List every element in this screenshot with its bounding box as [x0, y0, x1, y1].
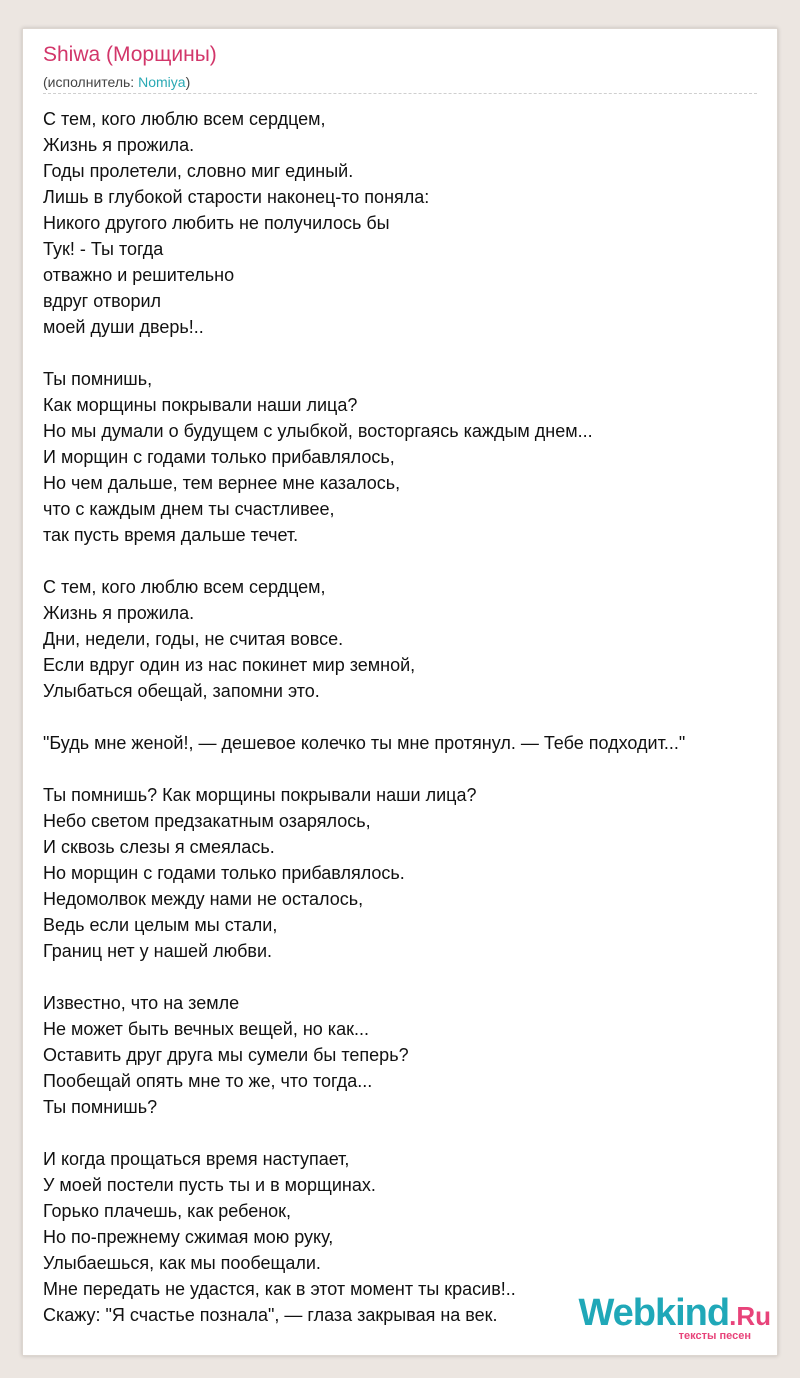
lyric-line: Ты помнишь? — [43, 1097, 158, 1117]
lyric-line: Ты помнишь? Как морщины покрывали наши лица? — [43, 785, 477, 805]
lyric-line: Тук! - Ты тогда — [43, 239, 164, 259]
lyric-line: Годы пролетели, словно миг единый. — [43, 161, 354, 181]
stanza-break — [43, 704, 775, 730]
lyric-line: "Будь мне женой!, — дешевое колечко ты мне протянул. — Тебе подходит..." — [43, 733, 686, 753]
lyric-line: Но мы думали о будущем с улыбкой, восторгаясь каждым днем... — [43, 421, 593, 441]
lyric-line: Дни, недели, годы, не считая вовсе. — [43, 629, 344, 649]
logo-tagline: тексты песен — [678, 1330, 751, 1342]
lyric-line: Но по-прежнему сжимая мою руку, — [43, 1227, 334, 1247]
stanza-break — [43, 548, 775, 574]
lyric-line: Границ нет у нашей любви. — [43, 941, 273, 961]
lyric-line: Но чем дальше, тем вернее мне казалось, — [43, 473, 401, 493]
lyric-line: Скажу: "Я счастье познала", — глаза закрывая на век. — [43, 1305, 498, 1325]
lyric-line: Улыбаться обещай, запомни это. — [43, 681, 320, 701]
stanza-break — [43, 1120, 775, 1146]
lyric-line: Если вдруг один из нас покинет мир земной, — [43, 655, 416, 675]
header-divider — [43, 93, 757, 94]
lyric-line: Не может быть вечных вещей, но как... — [43, 1019, 369, 1039]
lyric-line: У моей постели пусть ты и в морщинах. — [43, 1175, 376, 1195]
lyric-line: Но морщин с годами только прибавлялось. — [43, 863, 405, 883]
artist-line — [43, 74, 190, 90]
lyric-line: Оставить друг друга мы сумели бы теперь? — [43, 1045, 409, 1065]
artist-prefix: (исполнитель: — [43, 74, 139, 90]
lyric-line: Ведь если целым мы стали, — [43, 915, 278, 935]
lyric-line: Жизнь я прожила. — [43, 603, 195, 623]
lyric-line: вдруг отворил — [43, 291, 162, 311]
lyric-line: Пообещай опять мне то же, что тогда... — [43, 1071, 373, 1091]
stanza-break — [43, 340, 775, 366]
logo-tld: .Ru — [729, 1301, 771, 1331]
stanza-break — [43, 756, 775, 782]
lyric-line: Никого другого любить не получилось бы — [43, 213, 390, 233]
site-logo[interactable] — [571, 1291, 771, 1349]
lyric-line: Улыбаешься, как мы пообещали. — [43, 1253, 321, 1273]
lyric-line: И морщин с годами только прибавлялось, — [43, 447, 395, 467]
lyric-line: Жизнь я прожила. — [43, 135, 195, 155]
lyric-line: И когда прощаться время наступает, — [43, 1149, 350, 1169]
lyric-line: С тем, кого люблю всем сердцем, — [43, 577, 326, 597]
lyric-line: Известно, что на земле — [43, 993, 240, 1013]
lyric-line: Горько плачешь, как ребенок, — [43, 1201, 292, 1221]
lyric-line: Ты помнишь, — [43, 369, 153, 389]
logo-brand-name: Webkind — [578, 1292, 730, 1334]
lyric-line: моей души дверь!.. — [43, 317, 204, 337]
lyric-line: отважно и решительно — [43, 265, 235, 285]
lyric-line: С тем, кого люблю всем сердцем, — [43, 109, 326, 129]
stanza-break — [43, 964, 775, 990]
lyrics-text — [43, 106, 775, 1328]
lyric-line: что с каждым днем ты счастливее, — [43, 499, 335, 519]
lyric-line: Недомолвок между нами не осталось, — [43, 889, 364, 909]
lyric-line: Небо светом предзакатным озарялось, — [43, 811, 371, 831]
lyric-line: Мне передать не удастся, как в этот момент ты красив!.. — [43, 1279, 516, 1299]
song-title: Shiwa (Морщины) — [43, 43, 217, 66]
lyric-line: Лишь в глубокой старости наконец-то поняла: — [43, 187, 430, 207]
lyric-line: Как морщины покрывали наши лица? — [43, 395, 358, 415]
artist-link[interactable]: Nomiya — [138, 74, 186, 90]
artist-suffix: ) — [185, 74, 191, 90]
lyric-line: так пусть время дальше течет. — [43, 525, 299, 545]
lyrics-card — [22, 28, 778, 1356]
lyric-line: И сквозь слезы я смеялась. — [43, 837, 275, 857]
